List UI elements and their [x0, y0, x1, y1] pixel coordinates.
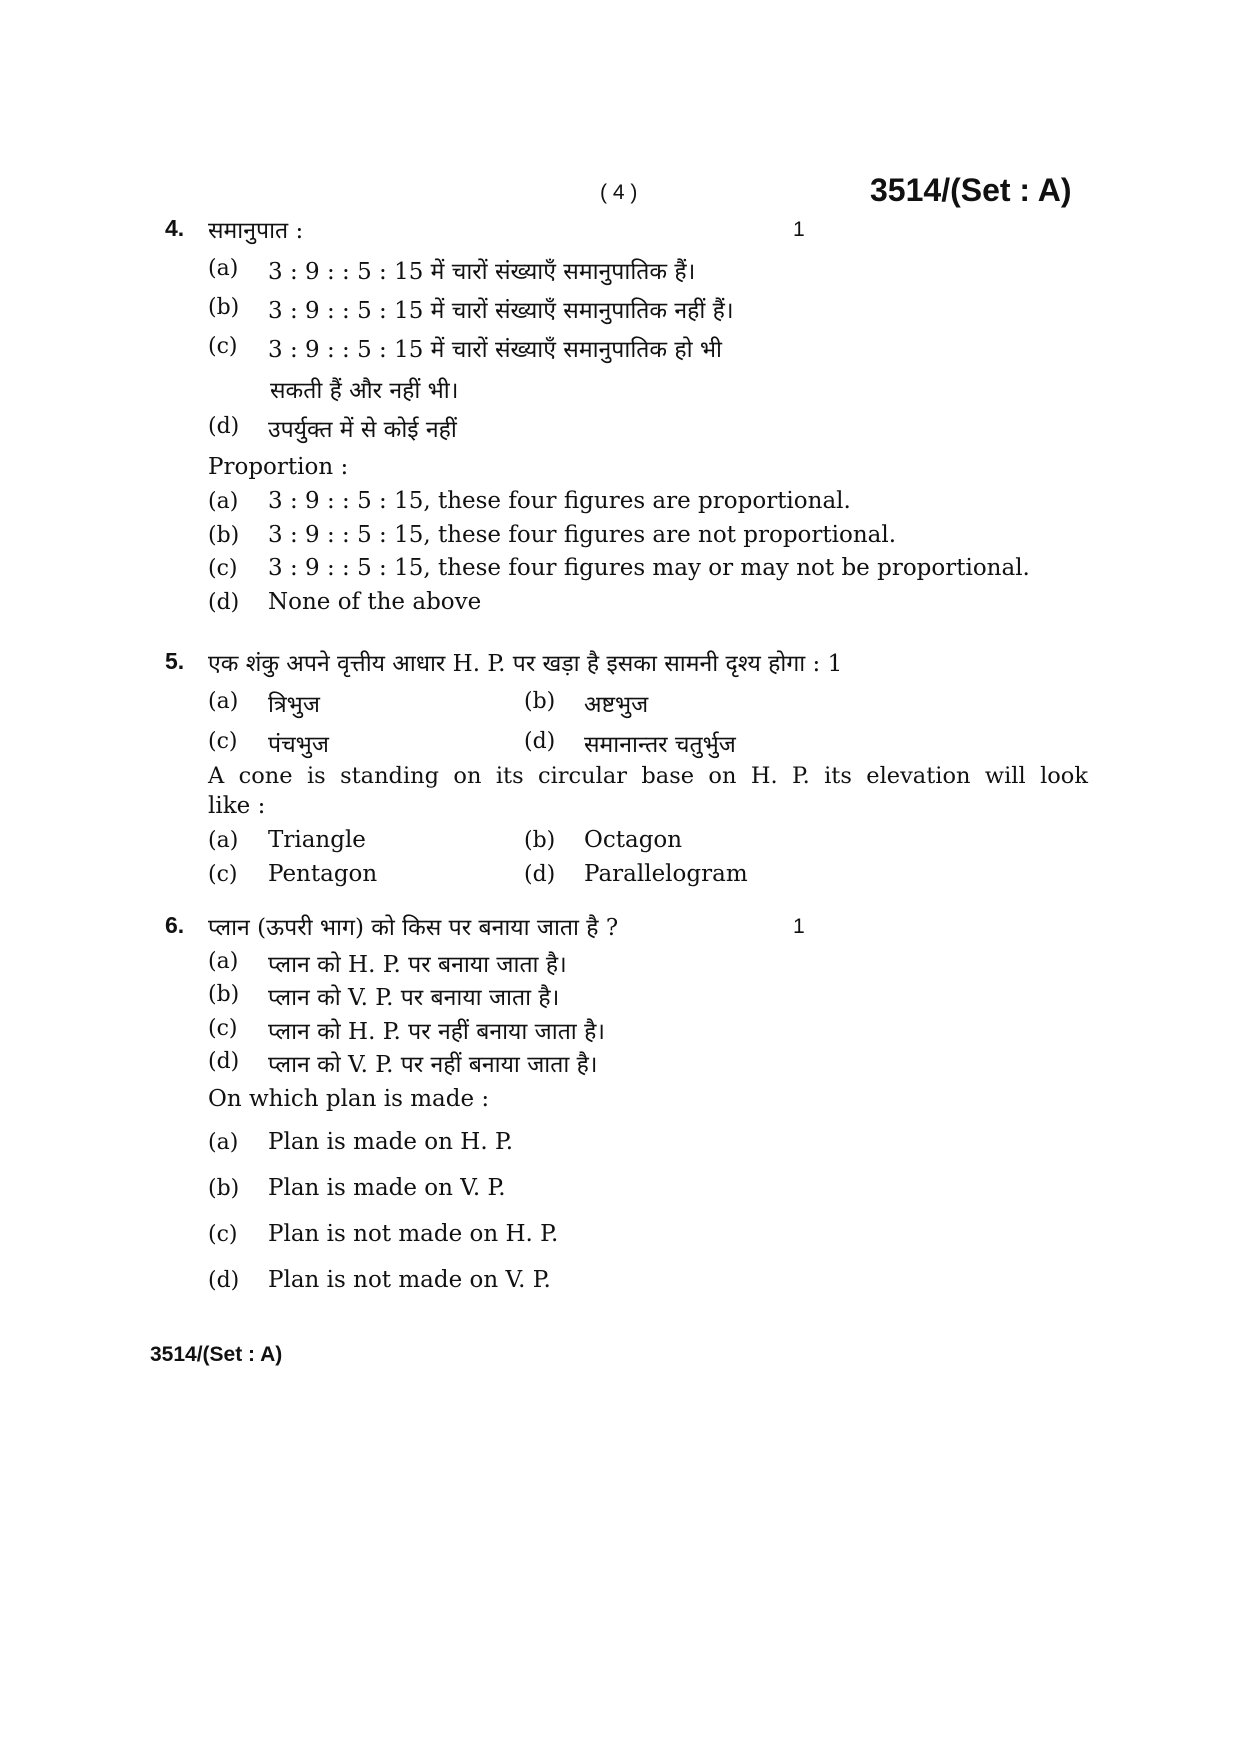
- option-key: (b): [208, 295, 240, 320]
- option-key: (c): [208, 729, 238, 754]
- option-key: (c): [208, 1016, 238, 1041]
- option-text-hindi: उपर्युक्त में से कोई नहीं: [268, 417, 457, 443]
- option-text-english: Parallelogram: [584, 861, 748, 887]
- set-code-header: 3514/(Set : A): [870, 172, 1072, 208]
- option-text-hindi: प्लान को V. P. पर नहीं बनाया जाता है।: [268, 1052, 598, 1078]
- question-stem-hindi: एक शंकु अपने वृत्तीय आधार H. P. पर खड़ा है इसका सामनी दृश्य होगा : 1: [208, 651, 843, 677]
- question-stem-english: On which plan is made :: [208, 1086, 490, 1112]
- page-number: ( 4 ): [600, 181, 638, 204]
- option-key: (a): [208, 256, 239, 281]
- marks: 1: [793, 915, 805, 938]
- option-key: (a): [208, 1130, 239, 1155]
- option-key: (d): [208, 1049, 240, 1074]
- option-key: (d): [208, 590, 240, 615]
- option-key: (b): [524, 689, 556, 714]
- option-key: (d): [524, 862, 556, 887]
- option-key: (b): [524, 828, 556, 853]
- set-code-footer: 3514/(Set : A): [150, 1343, 283, 1366]
- option-text-hindi: पंचभुज: [268, 732, 329, 758]
- option-text-english: Triangle: [268, 827, 366, 853]
- option-text-hindi-continuation: सकती हैं और नहीं भी।: [270, 378, 459, 404]
- question-number: 4.: [165, 215, 185, 241]
- option-text-hindi: 3 : 9 : : 5 : 15 में चारों संख्याएँ समानुपातिक हैं।: [268, 259, 696, 285]
- option-text-english: 3 : 9 : : 5 : 15, these four figures may or may not be proportional.: [268, 555, 1030, 581]
- question-number: 5.: [165, 648, 185, 674]
- option-text-english: 3 : 9 : : 5 : 15, these four figures are proportional.: [268, 488, 851, 514]
- option-key: (d): [208, 414, 240, 439]
- option-text-hindi: प्लान को H. P. पर बनाया जाता है।: [268, 952, 567, 978]
- option-key: (b): [208, 982, 240, 1007]
- option-text-english: Octagon: [584, 827, 683, 853]
- question-stem-english-continuation: like :: [208, 793, 266, 819]
- option-text-english: Plan is made on V. P.: [268, 1175, 506, 1201]
- option-text-hindi: 3 : 9 : : 5 : 15 में चारों संख्याएँ समानुपातिक नहीं हैं।: [268, 298, 734, 324]
- option-text-english: Pentagon: [268, 861, 378, 887]
- option-text-english: 3 : 9 : : 5 : 15, these four figures are not proportional.: [268, 522, 897, 548]
- option-text-hindi: प्लान को V. P. पर बनाया जाता है।: [268, 985, 560, 1011]
- option-key: (a): [208, 489, 239, 514]
- option-key: (d): [208, 1268, 240, 1293]
- option-text-hindi: अष्टभुज: [584, 692, 649, 718]
- option-text-hindi: त्रिभुज: [268, 692, 320, 718]
- option-key: (a): [208, 689, 239, 714]
- marks: 1: [793, 218, 805, 241]
- option-text-english: Plan is made on H. P.: [268, 1129, 514, 1155]
- option-key: (a): [208, 828, 239, 853]
- option-key: (d): [524, 729, 556, 754]
- option-key: (b): [208, 1176, 240, 1201]
- option-text-english: Plan is not made on V. P.: [268, 1267, 551, 1293]
- question-stem-english: Proportion :: [208, 454, 349, 480]
- option-text-hindi: प्लान को H. P. पर नहीं बनाया जाता है।: [268, 1019, 605, 1045]
- option-key: (c): [208, 334, 238, 359]
- option-text-english: Plan is not made on H. P.: [268, 1221, 559, 1247]
- option-text-english: None of the above: [268, 589, 482, 615]
- option-key: (c): [208, 862, 238, 887]
- question-stem-hindi: प्लान (ऊपरी भाग) को किस पर बनाया जाता है ?: [208, 915, 619, 941]
- option-key: (c): [208, 556, 238, 581]
- question-stem-english: A cone is standing on its circular base on H. P. its elevation will look: [208, 763, 1088, 789]
- option-text-hindi: 3 : 9 : : 5 : 15 में चारों संख्याएँ समानुपातिक हो भी: [268, 337, 722, 363]
- option-key: (a): [208, 949, 239, 974]
- question-stem-hindi: समानुपात :: [208, 218, 304, 244]
- option-key: (c): [208, 1222, 238, 1247]
- option-text-hindi: समानान्तर चतुर्भुज: [584, 732, 736, 758]
- option-key: (b): [208, 523, 240, 548]
- question-number: 6.: [165, 912, 185, 938]
